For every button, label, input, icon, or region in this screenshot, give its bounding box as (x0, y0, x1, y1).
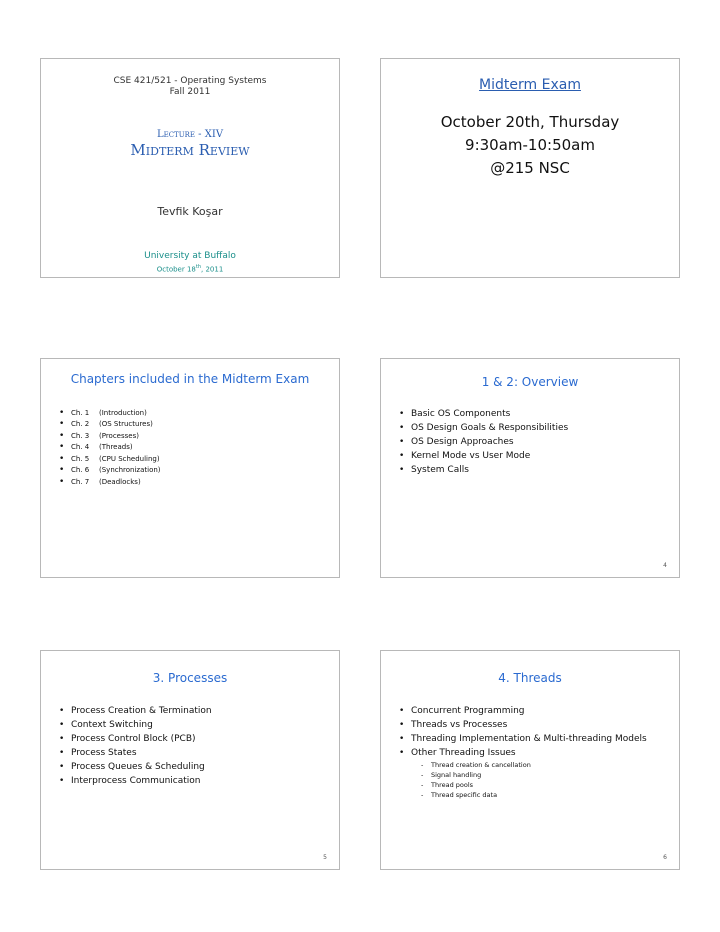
slide-threads (380, 650, 680, 870)
slide-processes (40, 650, 340, 870)
page-number: 6 (663, 854, 667, 861)
list-item: • Ch. 5 (CPU Scheduling) (59, 454, 161, 466)
list-item: • Ch. 1 (Introduction) (59, 407, 161, 419)
date-prefix: October 18 (156, 265, 196, 274)
list-item: • Other Threading Issues - Thread creation & cancellation - Signal handling - Thread pools - Thread specific data (399, 746, 647, 800)
lecture-date (41, 264, 339, 273)
list-item: • Ch. 2 (OS Structures) (59, 419, 161, 431)
list-item: • Ch. 3 (Processes) (59, 431, 161, 443)
slide-overview (380, 358, 680, 578)
list-item: • Process Control Block (PCB) (59, 732, 212, 746)
exam-location: @215 NSC (490, 159, 570, 177)
midterm-title: Midterm Exam (479, 77, 581, 93)
sub-item: - Thread pools (421, 780, 647, 790)
list-item: • Process Queues & Scheduling (59, 760, 212, 774)
chapters-title: Chapters included in the Midterm Exam (70, 372, 310, 386)
threads-list (399, 704, 647, 800)
lecture-title: Midterm Review (130, 141, 250, 159)
list-item: • Ch. 4 (Threads) (59, 442, 161, 454)
date-sup: th (195, 264, 202, 270)
list-item: • Process Creation & Termination (59, 704, 212, 718)
list-item: • Ch. 6 (Synchronization) (59, 465, 161, 477)
page-number: 5 (323, 854, 327, 861)
list-item: • Threading Implementation & Multi-threading Models (399, 732, 647, 746)
list-item: • Ch. 7 (Deadlocks) (59, 477, 161, 489)
slide-midterm-exam (380, 58, 680, 278)
overview-title: 1 & 2: Overview (481, 375, 579, 389)
exam-time: 9:30am-10:50am (465, 136, 595, 154)
course-name: CSE 421/521 - Operating Systems (113, 76, 267, 86)
exam-date: October 20th, Thursday (440, 113, 620, 131)
sub-item: - Signal handling (421, 770, 647, 780)
author-name: Tevfik Koşar (157, 205, 223, 218)
list-item: • OS Design Goals & Responsibilities (399, 421, 568, 435)
list-item: • OS Design Approaches (399, 435, 568, 449)
list-item: • Basic OS Components (399, 407, 568, 421)
list-item: • Context Switching (59, 718, 212, 732)
sub-item: - Thread specific data (421, 790, 647, 800)
threads-title: 4. Threads (498, 671, 562, 685)
date-suffix: , 2011 (201, 265, 224, 274)
course-term: Fall 2011 (169, 87, 211, 97)
slide-chapters (40, 358, 340, 578)
list-item: • Concurrent Programming (399, 704, 647, 718)
list-item: • Threads vs Processes (399, 718, 647, 732)
university-name: University at Buffalo (144, 251, 236, 261)
threading-issues-sublist (421, 760, 647, 800)
overview-list (399, 407, 568, 477)
chapter-list (59, 407, 161, 488)
list-item: • System Calls (399, 463, 568, 477)
processes-list (59, 704, 212, 788)
list-item: • Kernel Mode vs User Mode (399, 449, 568, 463)
list-item: • Interprocess Communication (59, 774, 212, 788)
page-number: 4 (663, 562, 667, 569)
lecture-number: Lecture - XIV (156, 129, 224, 140)
list-item: • Process States (59, 746, 212, 760)
sub-item: - Thread creation & cancellation (421, 760, 647, 770)
processes-title: 3. Processes (152, 671, 228, 685)
slide-title (40, 58, 340, 278)
